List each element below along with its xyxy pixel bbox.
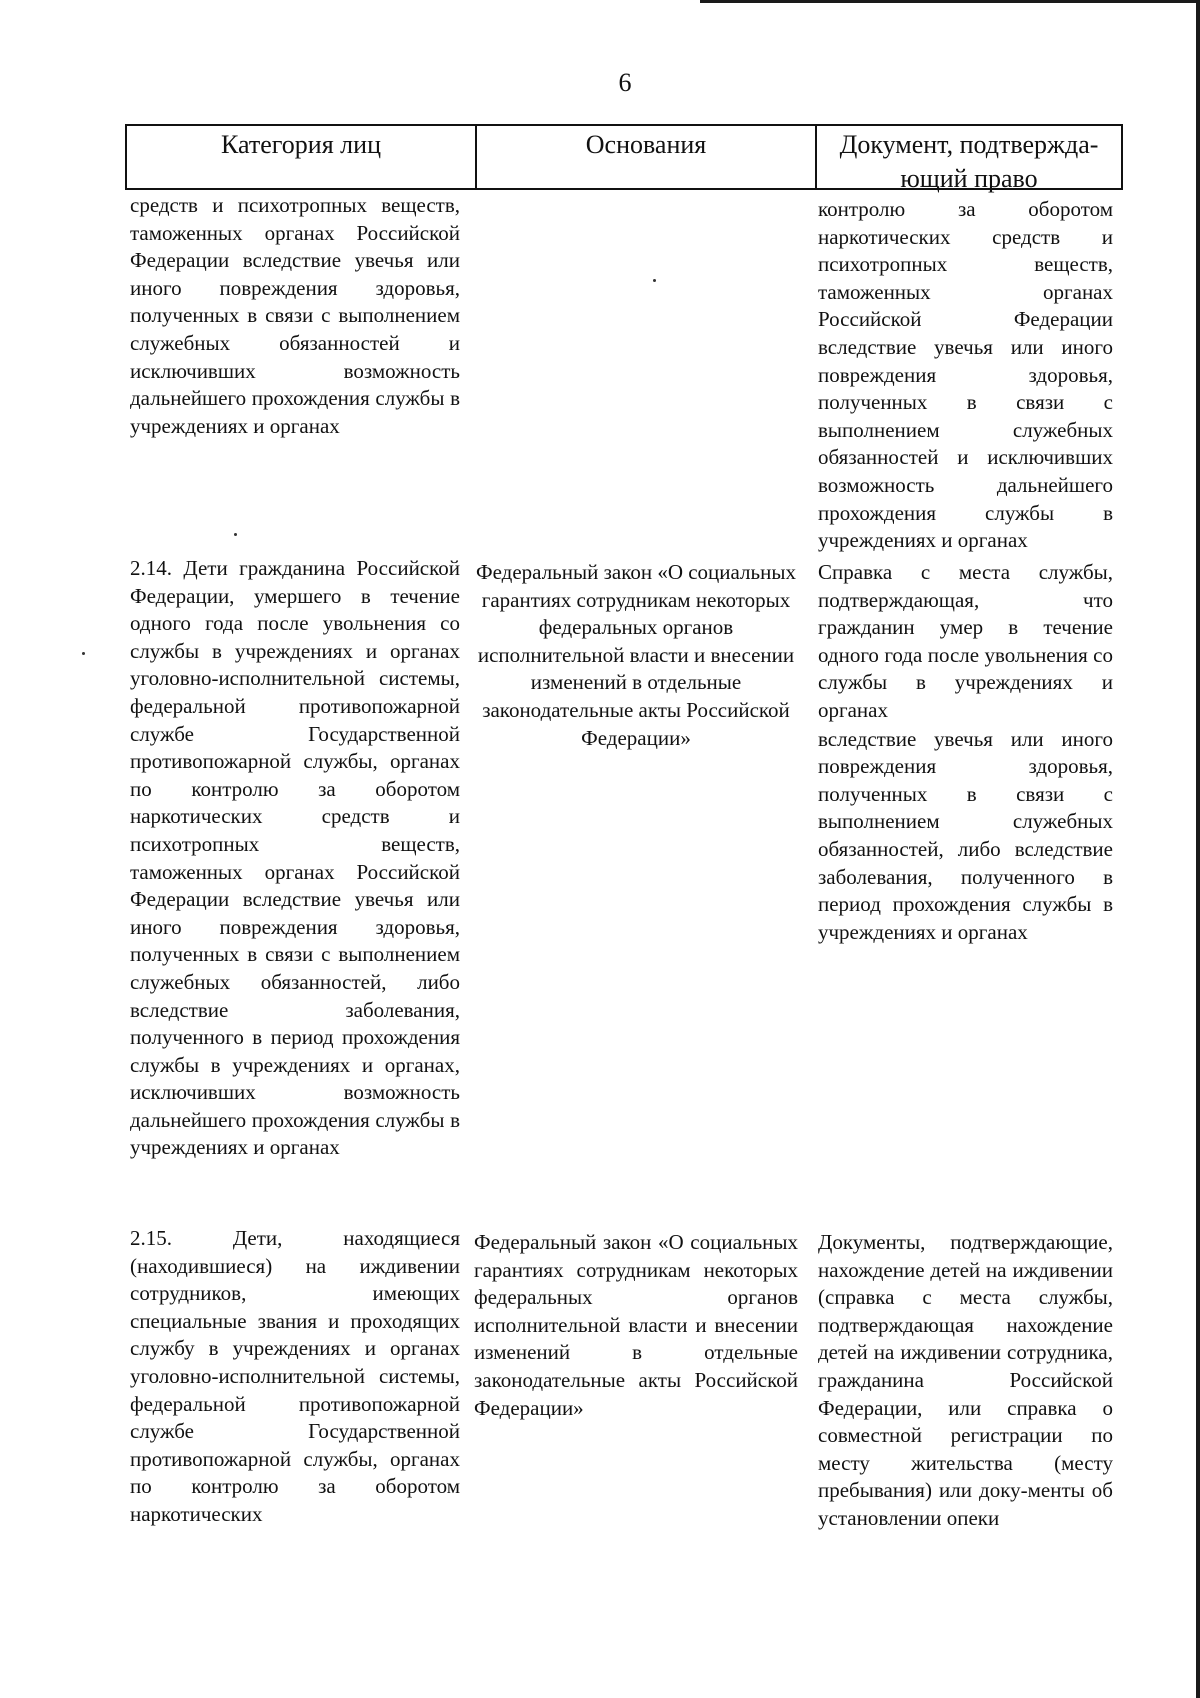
row-2-14-document-part1: Справка с места службы, подтверждающая, что гражданин умер в течение одного года после увольнения со службы в учреждениях и органах bbox=[818, 560, 1113, 722]
row-2-14-document-part2: вследствие увечья или иного повреждения здоровья, полученных в связи с выполнением служебных обязанностей, либо вследствие заболевания, полученного в период прохождения службы в учреждениях и органах bbox=[818, 726, 1113, 944]
row-2-14-document bbox=[818, 559, 1113, 946]
row-2-15-document: Документы, подтверждающие, нахождение детей на иждивении (справка с места службы, подтверждающая нахождение детей на иждивении сотрудника, гражданина Российской Федерации, или справка о совместной регистрации по месту жительства (месту пребывания) или доку-менты об установлении опеки bbox=[818, 1230, 1113, 1530]
scan-speck bbox=[234, 533, 237, 536]
header-basis: Основания bbox=[477, 126, 817, 188]
header-document-line1: Документ, подтвержда- bbox=[839, 130, 1099, 159]
header-document-line2: ющий право bbox=[900, 164, 1038, 193]
row-cont-category: средств и психотропных веществ, таможенных органах Российской Федерации вследствие увечья или иного повреждения здоровья, полученных в связи с выполнением служебных обязанностей и исключивших возможность дальнейшего прохождения службы в учреждениях и органах bbox=[130, 193, 460, 438]
scan-speck bbox=[653, 279, 656, 282]
scan-edge-top bbox=[700, 0, 1200, 3]
row-2-14-basis: Федеральный закон «О социальных гарантиях сотрудникам некоторых федеральных органов исполнительной власти и внесении изменений в отдельные законодательные акты Российской Федерации» bbox=[476, 560, 796, 750]
scan-speck bbox=[82, 652, 85, 655]
row-2-15-category: 2.15. Дети, находящиеся (находившиеся) на иждивении сотрудников, имеющих специальные звания и проходящих службу в учреждениях и органах уголовно-исполнительной системы, федеральной противопожарной службе Государственной противопожарной службы, органах по контролю за оборотом наркотических bbox=[130, 1226, 460, 1526]
header-document bbox=[817, 126, 1121, 193]
row-2-15-basis: Федеральный закон «О социальных гарантиях сотрудникам некоторых федеральных органов исполнительной власти и внесении изменений в отдельные законодательные акты Российской Федерации» bbox=[474, 1230, 798, 1420]
table-header bbox=[125, 124, 1123, 193]
row-cont-document: контролю за оборотом наркотических средств и психотропных веществ, таможенных органах Российской Федерации вследствие увечья или иного повреждения здоровья, полученных в связи с выполнением служебных обязанностей и исключивших возможность дальнейшего прохождения службы в учреждениях и органах bbox=[818, 197, 1113, 553]
header-category: Категория лиц bbox=[127, 126, 477, 188]
scan-edge-right bbox=[1196, 0, 1200, 1698]
row-2-14-category: 2.14. Дети гражданина Российской Федерации, умершего в течение одного года после увольнения со службы в учреждениях и органах уголовно-исполнительной системы, федеральной противопожарной службе Государственной противопожарной службы, органах по контролю за оборотом наркотических средств и психотропных веществ, таможенных органах Российской Федерации вследствие увечья или иного повреждения здоровья, полученных в связи с выполнением служебных обязанностей, либо вследствие заболевания, полученного в период прохождения службы в учреждениях и органах, исключивших возможность дальнейшего прохождения службы в учреждениях и органах bbox=[130, 556, 460, 1160]
page-number: 6 bbox=[618, 68, 632, 97]
